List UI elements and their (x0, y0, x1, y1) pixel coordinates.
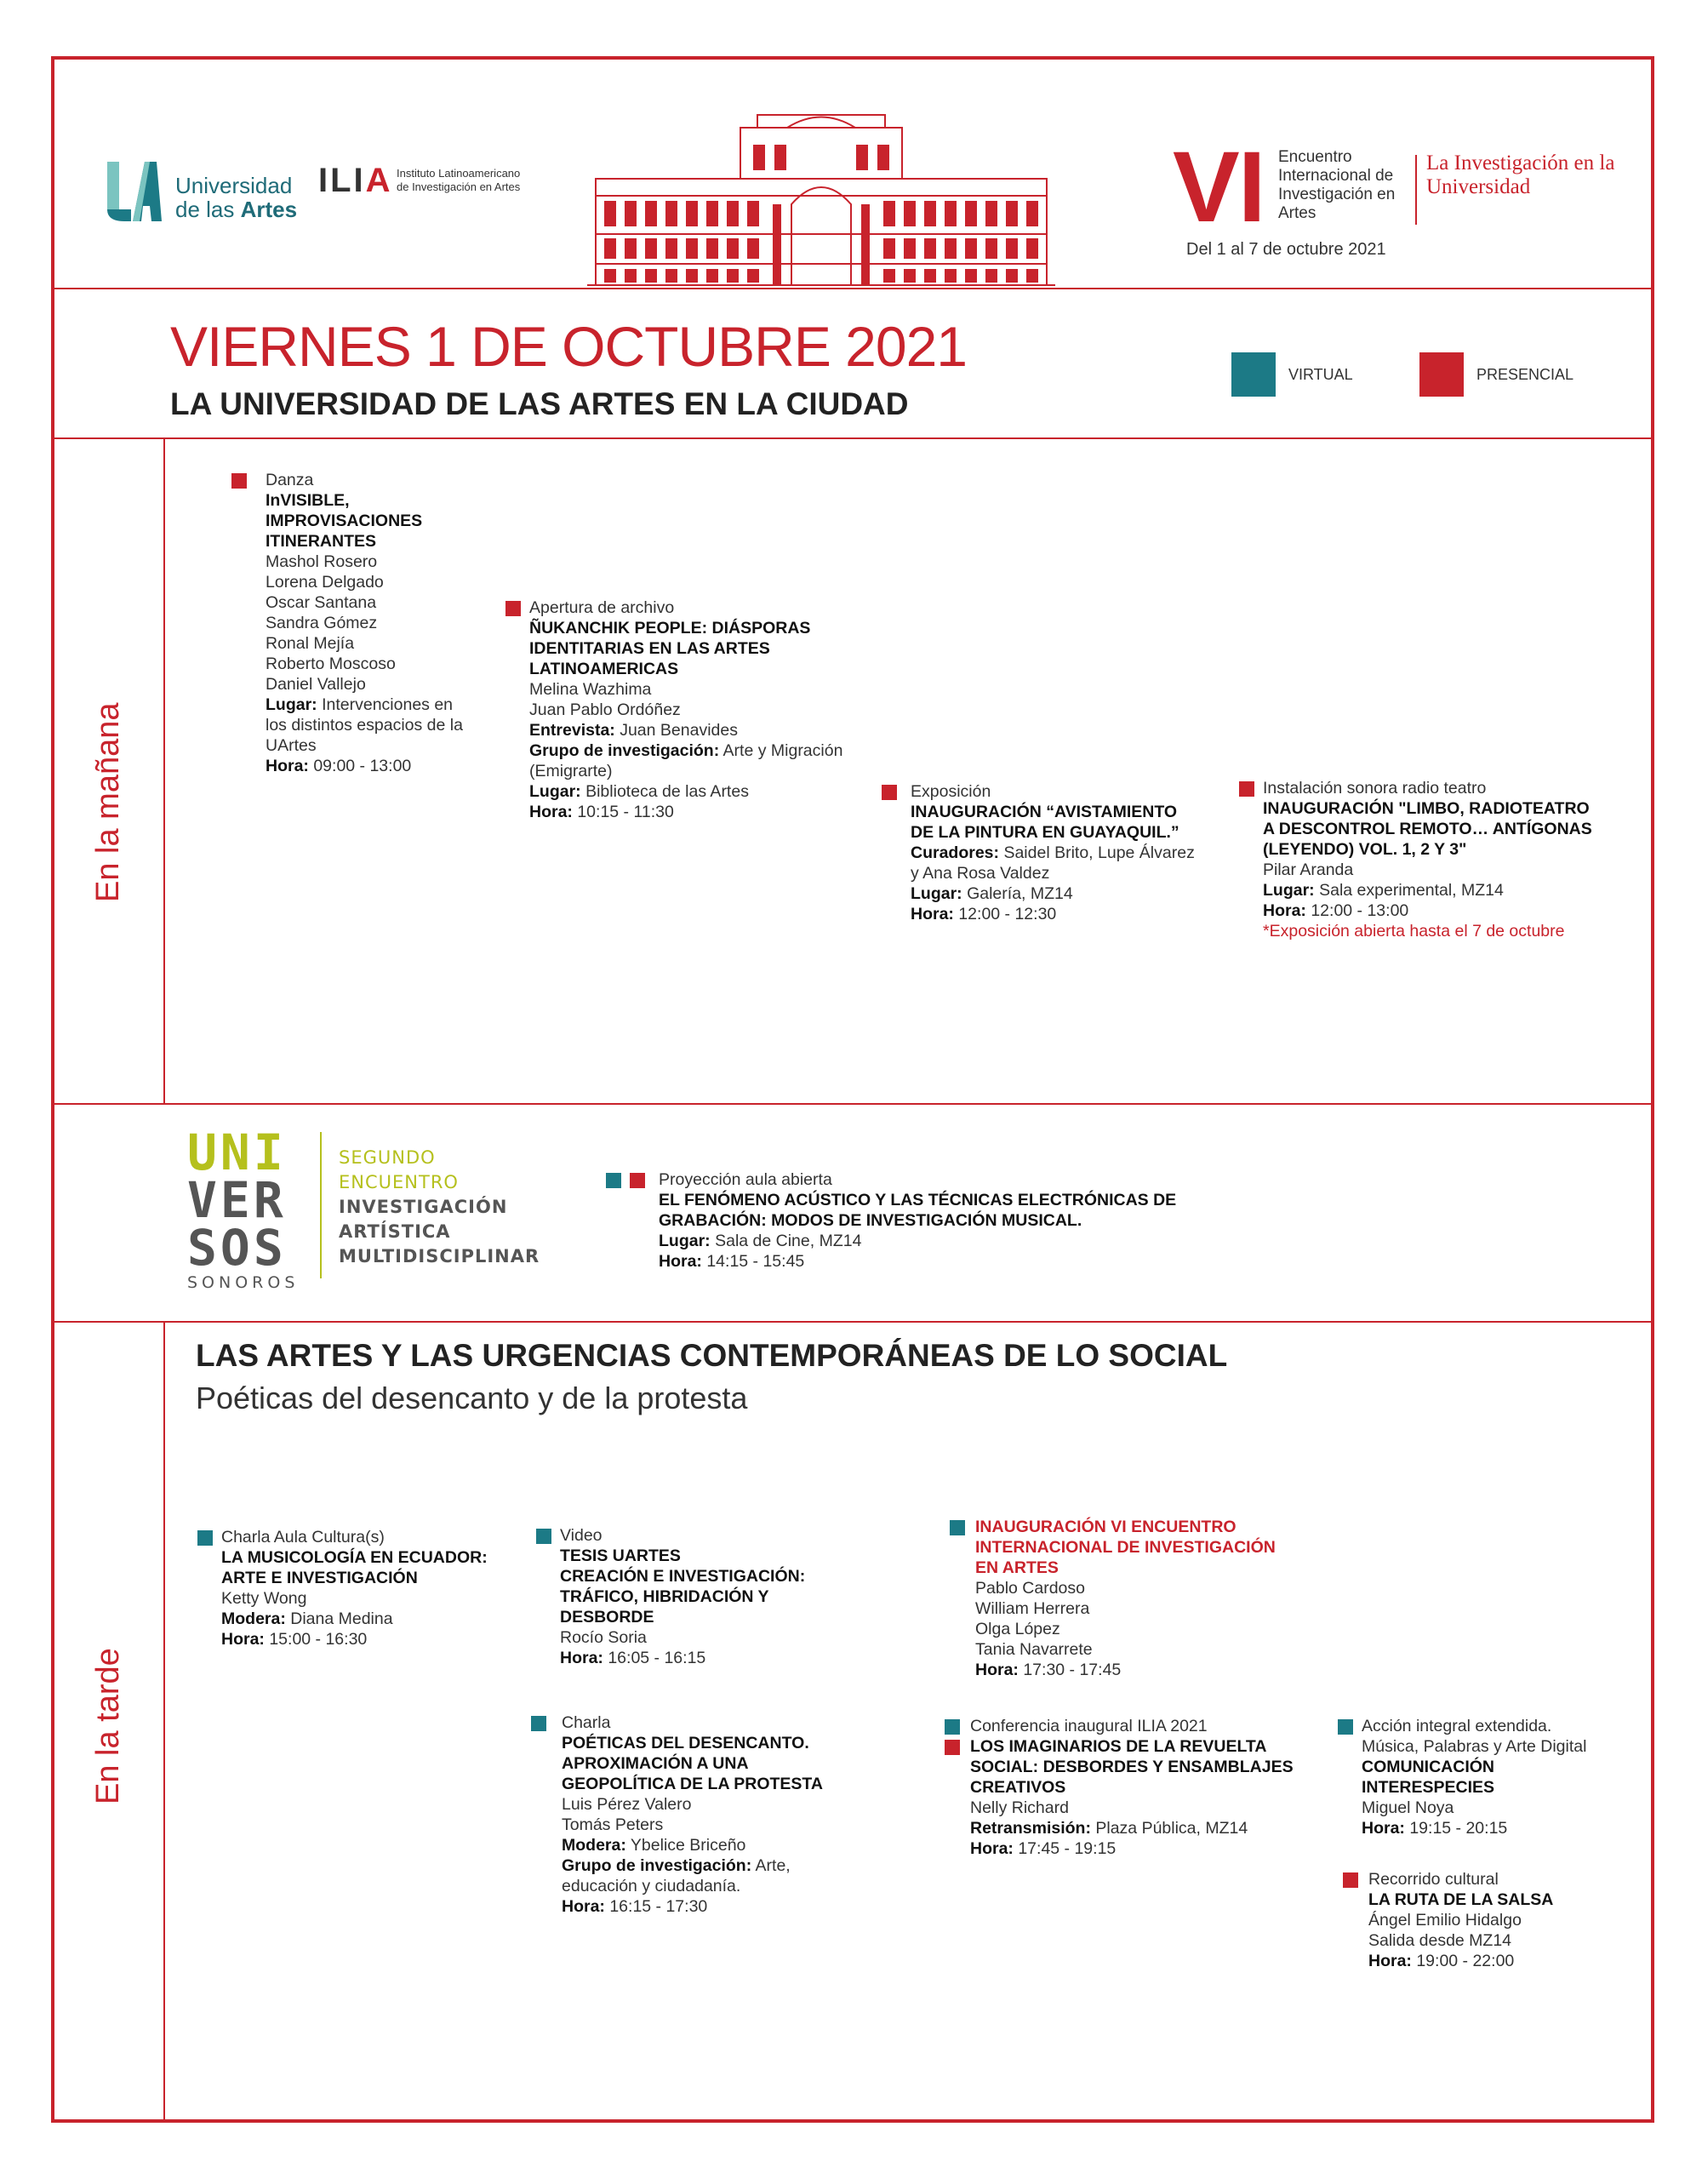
event-conferencia-inaugural (945, 1716, 1319, 1859)
universos-divider (53, 1321, 1653, 1323)
time-value: 19:00 - 22:00 (1411, 1952, 1515, 1970)
curators-label: Curadores: (911, 843, 1000, 862)
participant: Oscar Santana (266, 593, 377, 612)
event-title: EN ARTES (975, 1558, 1059, 1577)
research-group-label: Grupo de investigación: (529, 741, 720, 760)
presencial-marker (882, 785, 897, 800)
universos-line: MULTIDISCIPLINAR (339, 1246, 540, 1266)
universos-encuentro-text (339, 1146, 540, 1269)
event-title: INTERESPECIES (1362, 1778, 1495, 1797)
event-title: TRÁFICO, HIBRIDACIÓN Y (560, 1587, 769, 1606)
participant: Nelly Richard (970, 1798, 1069, 1817)
morning-column-line (163, 437, 165, 1103)
event-type: Proyección aula abierta (659, 1170, 832, 1189)
event-curators (911, 843, 1205, 883)
time-label: Hora: (970, 1839, 1014, 1858)
uartes-mark-icon (107, 162, 162, 221)
event-research-group (562, 1855, 854, 1896)
event-location (266, 695, 470, 756)
morning-side-label: En la mañana (90, 702, 126, 902)
universos-word-3: SOS (187, 1219, 287, 1277)
virtual-marker (1338, 1719, 1353, 1735)
participant: Sandra Gómez (266, 614, 378, 632)
event-title: ÑUKANCHIK PEOPLE: DIÁSPORAS (529, 619, 811, 637)
participant: Lorena Delgado (266, 573, 384, 592)
event-type: Danza (266, 471, 314, 489)
event-title: LA MUSICOLOGÍA EN ECUADOR: (221, 1548, 488, 1567)
ilia-word-b: A (365, 162, 393, 199)
event-instalacion-sonora (1239, 778, 1613, 941)
event-moderator (562, 1835, 854, 1855)
event-time (970, 1838, 1319, 1859)
event-danza (231, 470, 470, 776)
time-label: Hora: (911, 905, 954, 923)
event-title: IMPROVISACIONES (266, 512, 423, 530)
event-title: ARTE E INVESTIGACIÓN (221, 1569, 418, 1587)
location-label: Lugar: (529, 782, 581, 801)
vi-encuentro-logo (1173, 131, 1615, 259)
ilia-word-a: ILI (318, 162, 366, 199)
event-time (1263, 900, 1613, 921)
event-type: Charla Aula Cultura(s) (221, 1528, 385, 1547)
vi-encuentro-text: Encuentro Internacional de Investigación en Artes (1278, 148, 1396, 222)
participant: Miguel Noya (1362, 1798, 1454, 1817)
event-apertura-archivo (505, 597, 863, 822)
event-title: LATINOAMERICAS (529, 660, 679, 678)
departure-point: Salida desde MZ14 (1368, 1931, 1512, 1950)
event-title: TESIS UARTES (560, 1547, 681, 1565)
participant: Ketty Wong (221, 1589, 307, 1608)
event-time (1362, 1818, 1627, 1838)
virtual-marker (950, 1520, 965, 1535)
event-title: APROXIMACIÓN A UNA (562, 1754, 749, 1773)
day-title: VIERNES 1 DE OCTUBRE 2021 (170, 315, 967, 378)
rebroadcast-value: Plaza Pública, MZ14 (1090, 1819, 1248, 1838)
virtual-marker (531, 1716, 546, 1731)
event-exposicion (882, 781, 1205, 924)
ilia-subtitle: Instituto Latinoamericano de Investigación en Artes (397, 167, 521, 193)
participant: Ángel Emilio Hidalgo (1368, 1911, 1522, 1930)
uartes-line2-bold: Artes (240, 197, 298, 222)
event-note: *Exposición abierta hasta el 7 de octubre (1263, 922, 1565, 940)
location-label: Lugar: (266, 695, 317, 714)
rebroadcast-label: Retransmisión: (970, 1819, 1091, 1838)
virtual-marker (606, 1173, 621, 1188)
time-label: Hora: (562, 1897, 605, 1916)
participant: Luis Pérez Valero (562, 1795, 692, 1814)
event-title: IDENTITARIAS EN LAS ARTES (529, 639, 770, 658)
time-value: 12:00 - 12:30 (953, 905, 1057, 923)
event-time (659, 1251, 1219, 1272)
time-value: 17:30 - 17:45 (1018, 1661, 1122, 1679)
presencial-marker (1239, 781, 1254, 797)
event-location (1263, 880, 1613, 900)
participant: Roberto Moscoso (266, 655, 396, 673)
event-title: COMUNICACIÓN (1362, 1758, 1494, 1776)
event-title: GEOPOLÍTICA DE LA PROTESTA (562, 1775, 823, 1793)
participant: Ronal Mejía (266, 634, 355, 653)
participant: Tania Navarrete (975, 1640, 1093, 1659)
virtual-marker (536, 1529, 551, 1544)
event-title: INAUGURACIÓN VI ENCUENTRO (975, 1518, 1237, 1536)
event-recorrido-cultural (1343, 1869, 1615, 1971)
ilia-logo (318, 162, 521, 200)
participant: Daniel Vallejo (266, 675, 366, 694)
legend-virtual-label: VIRTUAL (1288, 366, 1353, 383)
research-group-value: Arte, educación y ciudadanía. (562, 1856, 791, 1895)
virtual-marker (945, 1719, 960, 1735)
time-value: 19:15 - 20:15 (1404, 1819, 1508, 1838)
event-title: LOS IMAGINARIOS DE LA REVUELTA (970, 1737, 1267, 1756)
uartes-wordmark (175, 174, 297, 221)
uartes-line2: de las (175, 197, 241, 222)
event-title: DESBORDE (560, 1608, 654, 1627)
afternoon-title: LAS ARTES Y LAS URGENCIAS CONTEMPORÁNEAS DE LO SOCIAL (196, 1338, 1228, 1373)
ilia-wordmark (318, 162, 393, 200)
interviewer-value: Juan Benavides (614, 721, 738, 740)
interviewer-label: Entrevista: (529, 721, 615, 740)
time-value: 16:15 - 17:30 (604, 1897, 708, 1916)
legend-virtual-swatch (1231, 352, 1276, 397)
event-time (1368, 1951, 1615, 1971)
time-label: Hora: (1368, 1952, 1412, 1970)
location-value: Intervenciones en los distintos espacios de la UArtes (266, 695, 463, 755)
event-type: Video (560, 1526, 603, 1545)
presencial-marker (945, 1740, 960, 1755)
event-time (221, 1629, 521, 1649)
universos-wordmark (187, 1123, 323, 1277)
time-label: Hora: (1263, 901, 1306, 920)
event-location (659, 1231, 1219, 1251)
time-value: 10:15 - 11:30 (572, 803, 674, 821)
moderator-value: Diana Medina (285, 1609, 393, 1628)
event-type: Charla (562, 1713, 611, 1732)
event-type: Exposición (911, 782, 991, 801)
event-moderator (221, 1609, 521, 1629)
event-title: CREATIVOS (970, 1778, 1066, 1797)
presencial-marker (630, 1173, 645, 1188)
event-time (562, 1896, 854, 1917)
universos-word-2: VER (187, 1171, 287, 1229)
legend-presencial-label: PRESENCIAL (1476, 366, 1574, 383)
curators-value: Saidel Brito, Lupe Álvarez y Ana Rosa Valdez (911, 843, 1195, 883)
event-title: POÉTICAS DEL DESENCANTO. (562, 1734, 809, 1752)
time-label: Hora: (1362, 1819, 1405, 1838)
universos-line: ARTÍSTICA (339, 1221, 451, 1242)
vi-dates: Del 1 al 7 de octubre 2021 (1186, 240, 1386, 259)
time-value: 09:00 - 13:00 (308, 757, 412, 775)
participant: Olga López (975, 1620, 1060, 1638)
event-title: InVISIBLE, (266, 491, 350, 510)
afternoon-column-line (163, 1321, 165, 2123)
time-value: 15:00 - 16:30 (264, 1630, 368, 1649)
participant: William Herrera (975, 1599, 1090, 1618)
presencial-marker (1343, 1872, 1358, 1888)
event-location (911, 883, 1205, 904)
event-title: INAUGURACIÓN “AVISTAMIENTO (911, 803, 1178, 821)
presencial-marker (231, 473, 247, 489)
event-inauguracion-vi (950, 1517, 1324, 1680)
event-type: Conferencia inaugural ILIA 2021 (970, 1717, 1208, 1735)
event-title: LA RUTA DE LA SALSA (1368, 1890, 1554, 1909)
participant: Pablo Cardoso (975, 1579, 1085, 1598)
participant: Melina Wazhima (529, 680, 652, 699)
time-value: 16:05 - 16:15 (603, 1649, 706, 1667)
event-time (529, 802, 863, 822)
universos-sonoros-logo (187, 1123, 323, 1292)
event-title: ITINERANTES (266, 532, 377, 551)
uartes-line1: Universidad (175, 173, 293, 198)
participant: Rocío Soria (560, 1628, 647, 1647)
event-time (975, 1660, 1324, 1680)
time-label: Hora: (560, 1649, 603, 1667)
afternoon-side-label: En la tarde (90, 1648, 126, 1804)
building-illustration-icon (587, 111, 1055, 289)
event-title: CREACIÓN E INVESTIGACIÓN: (560, 1567, 806, 1586)
event-time (911, 904, 1205, 924)
location-value: Sala experimental, MZ14 (1314, 881, 1504, 900)
event-title: EL FENÓMENO ACÚSTICO Y LAS TÉCNICAS ELECTRÓNICAS DE (659, 1191, 1177, 1209)
moderator-value: Ybelice Briceño (625, 1836, 746, 1855)
universos-sonoros-text: SONOROS (187, 1273, 300, 1292)
vi-numeral: VI (1173, 131, 1265, 243)
event-title: SOCIAL: DESBORDES Y ENSAMBLAJES (970, 1758, 1294, 1776)
event-type: Apertura de archivo (529, 598, 675, 617)
virtual-marker (197, 1530, 213, 1546)
event-interviewer (529, 720, 863, 740)
event-title: INAUGURACIÓN "LIMBO, RADIOTEATRO (1263, 799, 1590, 818)
research-group-label: Grupo de investigación: (562, 1856, 752, 1875)
universos-line: SEGUNDO (339, 1147, 436, 1168)
time-value: 17:45 - 19:15 (1013, 1839, 1117, 1858)
universos-line: INVESTIGACIÓN (339, 1197, 508, 1217)
vi-separator (1415, 155, 1417, 225)
day-subtitle: LA UNIVERSIDAD DE LAS ARTES EN LA CIUDAD (170, 386, 909, 421)
participant: Tomás Peters (562, 1815, 664, 1834)
event-charla-musicologia (197, 1527, 521, 1649)
event-type: Música, Palabras y Arte Digital (1362, 1737, 1587, 1756)
time-value: 14:15 - 15:45 (701, 1252, 805, 1271)
event-proyeccion (606, 1169, 1219, 1272)
event-location (529, 781, 863, 802)
time-label: Hora: (221, 1630, 265, 1649)
time-label: Hora: (529, 803, 573, 821)
title-divider (53, 437, 1653, 439)
legend-presencial-swatch (1419, 352, 1464, 397)
afternoon-subtitle: Poéticas del desencanto y de la protesta (196, 1381, 748, 1415)
event-title: A DESCONTROL REMOTO… ANTÍGONAS (1263, 820, 1592, 838)
location-value: Galería, MZ14 (962, 884, 1073, 903)
event-title: GRABACIÓN: MODOS DE INVESTIGACIÓN MUSICAL. (659, 1211, 1082, 1230)
participant: Pilar Aranda (1263, 860, 1354, 879)
participant: Juan Pablo Ordóñez (529, 700, 681, 719)
event-time (560, 1648, 842, 1668)
time-label: Hora: (975, 1661, 1019, 1679)
time-value: 12:00 - 13:00 (1305, 901, 1409, 920)
vi-tagline: La Investigación en la Universidad (1426, 152, 1615, 198)
event-title: DE LA PINTURA EN GUAYAQUIL.” (911, 823, 1179, 842)
location-value: Sala de Cine, MZ14 (710, 1232, 862, 1250)
moderator-label: Modera: (221, 1609, 286, 1628)
morning-divider (53, 1103, 1653, 1105)
event-time (266, 756, 470, 776)
research-group-value: Arte y Migración (Emigrarte) (529, 741, 843, 780)
participant: Mashol Rosero (266, 552, 378, 571)
location-label: Lugar: (911, 884, 962, 903)
event-type: Acción integral extendida. (1362, 1717, 1552, 1735)
presencial-marker (505, 601, 521, 616)
event-accion-integral (1338, 1716, 1627, 1838)
moderator-label: Modera: (562, 1836, 626, 1855)
event-type: Recorrido cultural (1368, 1870, 1499, 1889)
event-title: INTERNACIONAL DE INVESTIGACIÓN (975, 1538, 1276, 1557)
event-rebroadcast (970, 1818, 1319, 1838)
event-charla-poeticas (531, 1712, 854, 1917)
uartes-logo (107, 158, 311, 226)
event-video-tesis (536, 1525, 842, 1668)
event-title: (LEYENDO) VOL. 1, 2 Y 3" (1263, 840, 1467, 859)
event-type: Instalación sonora radio teatro (1263, 779, 1487, 798)
time-label: Hora: (659, 1252, 702, 1271)
event-research-group (529, 740, 863, 781)
location-value: Biblioteca de las Artes (580, 782, 749, 801)
universos-word-1: UNI (187, 1123, 287, 1181)
universos-line: ENCUENTRO (339, 1172, 459, 1192)
location-label: Lugar: (1263, 881, 1315, 900)
universos-separator (320, 1132, 322, 1278)
location-label: Lugar: (659, 1232, 711, 1250)
time-label: Hora: (266, 757, 309, 775)
